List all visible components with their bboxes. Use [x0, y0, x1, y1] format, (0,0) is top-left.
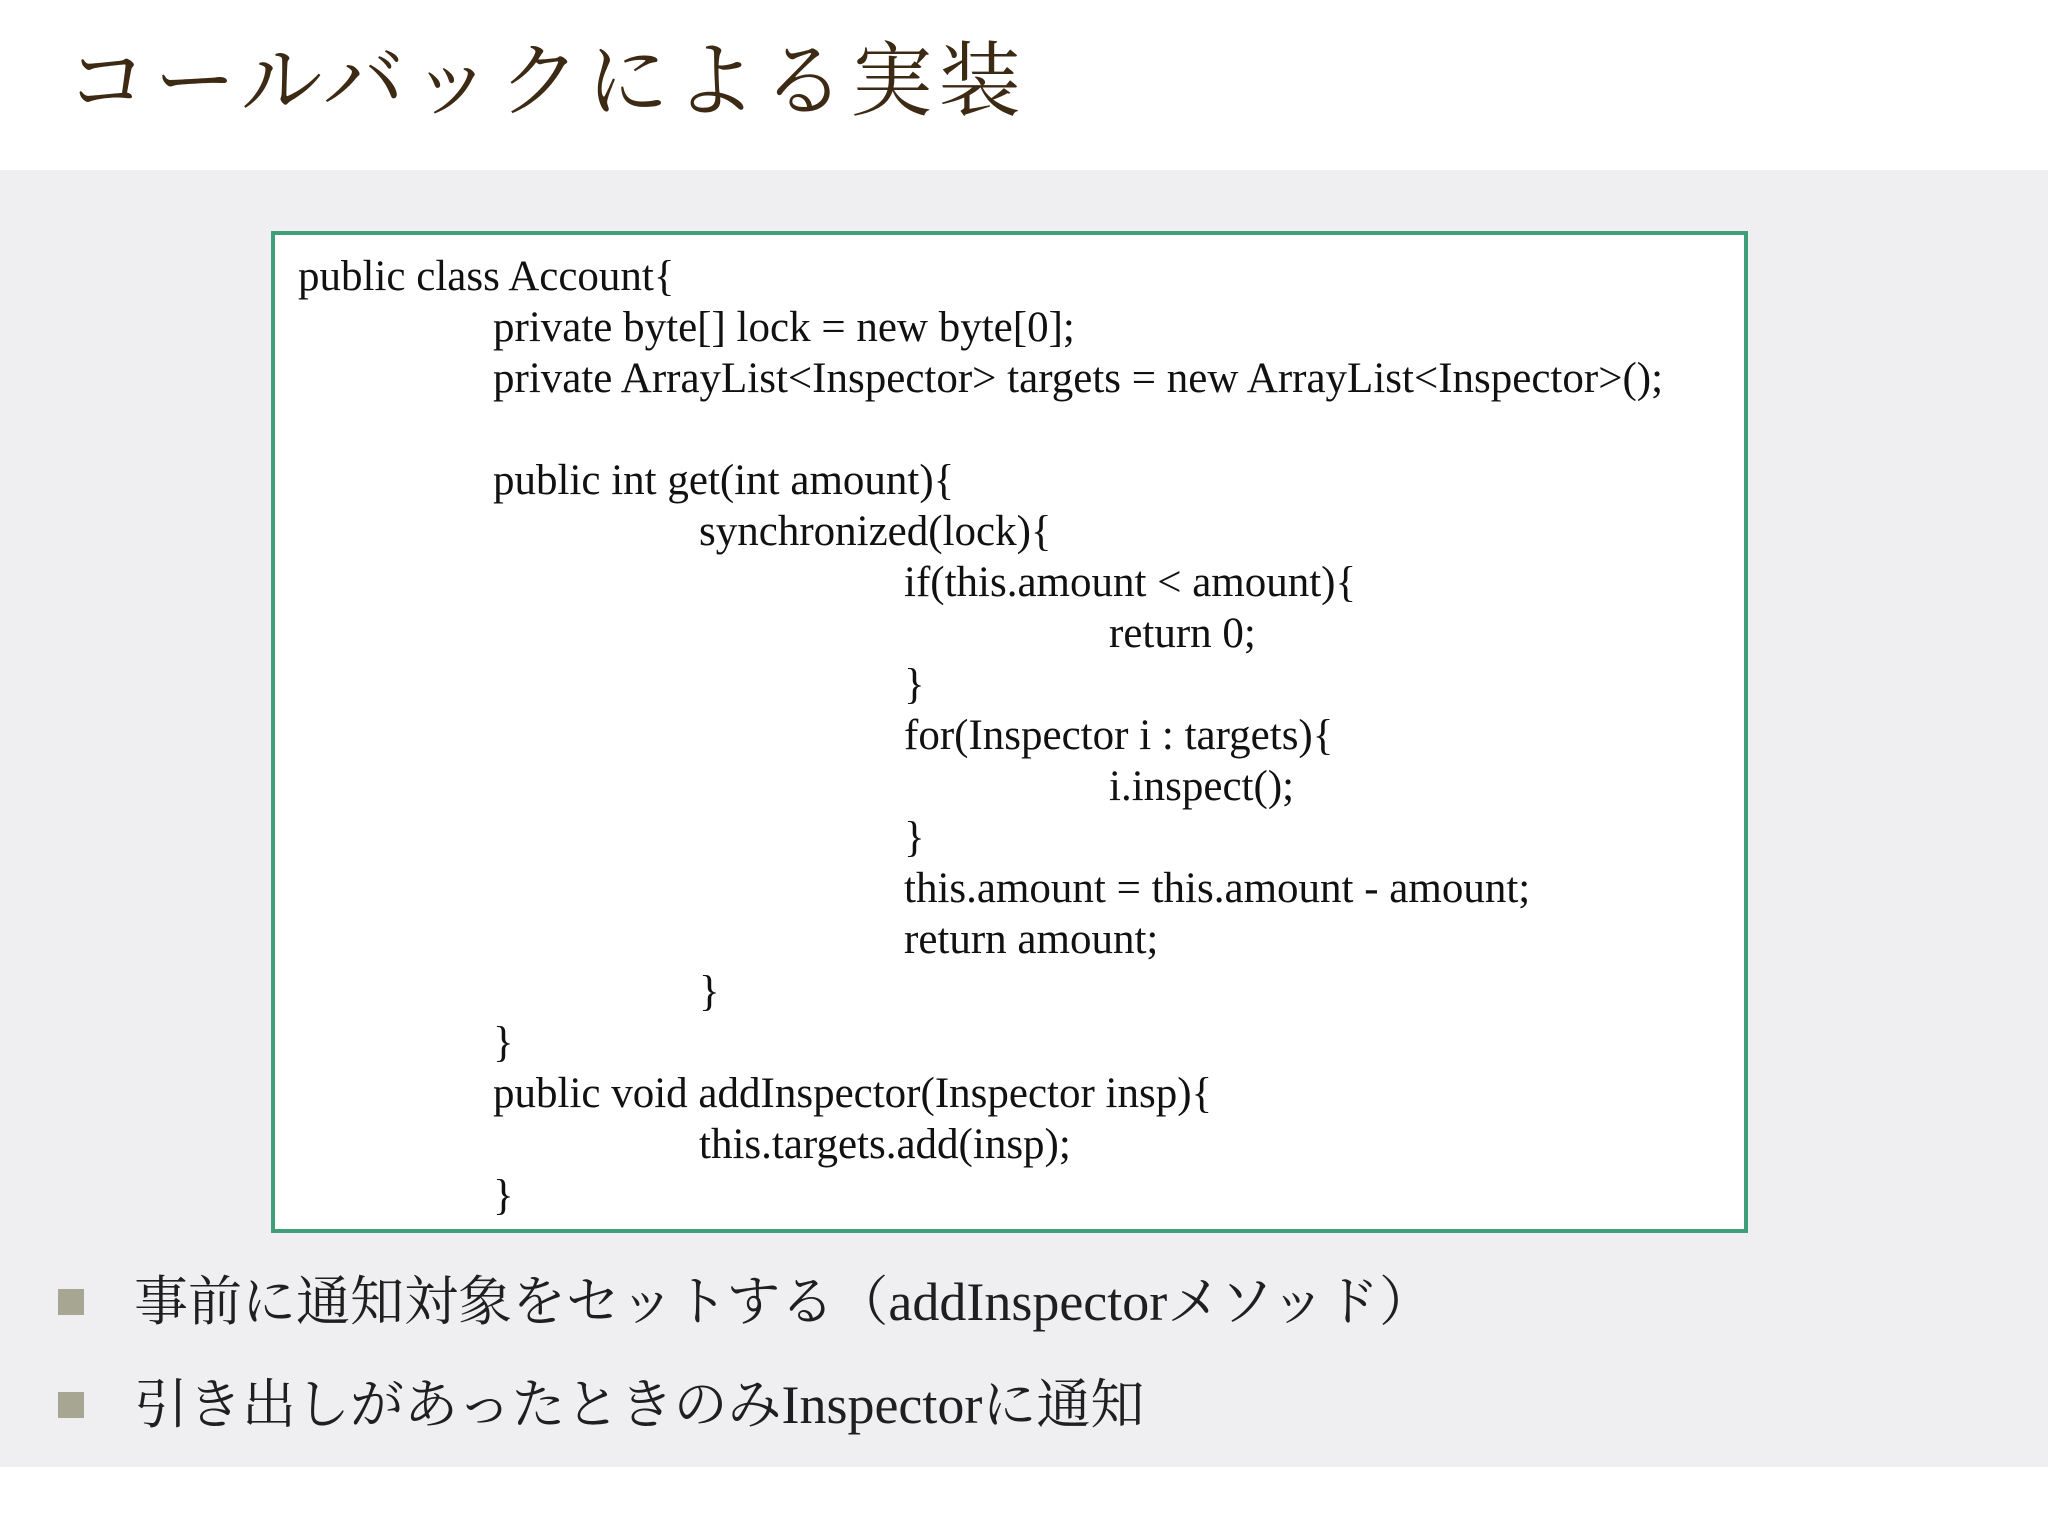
code-line: }	[493, 1019, 514, 1066]
code-line: }	[904, 661, 925, 708]
square-bullet-icon	[58, 1289, 84, 1315]
code-block	[271, 231, 1748, 1233]
code-line: }	[699, 968, 720, 1015]
code-line: return 0;	[1109, 610, 1256, 657]
code-line: public void addInspector(Inspector insp){	[493, 1070, 1213, 1117]
code-line: this.targets.add(insp);	[699, 1121, 1071, 1168]
bullet-item	[58, 1365, 1144, 1445]
title-bar	[0, 0, 2048, 170]
code-line: this.amount = this.amount - amount;	[904, 865, 1531, 912]
code-line: private ArrayList<Inspector> targets = new ArrayList<Inspector>();	[493, 355, 1664, 402]
code-line: i.inspect();	[1109, 763, 1295, 810]
bullet-text: 事前に通知対象をセットする（addInspectorメソッド）	[134, 1272, 1433, 1332]
code-line: }	[493, 1172, 514, 1219]
code-line: public int get(int amount){	[493, 457, 955, 504]
code-line: }	[904, 814, 925, 861]
bullet-item	[58, 1262, 1433, 1342]
code-line: for(Inspector i : targets){	[904, 712, 1334, 759]
code-line: public class Account{	[298, 253, 675, 300]
code-line: return amount;	[904, 916, 1159, 963]
slide-title: コールバックによる実装	[66, 34, 1027, 129]
code-line: private byte[] lock = new byte[0];	[493, 304, 1075, 351]
code-line: if(this.amount < amount){	[904, 559, 1357, 606]
code-line: synchronized(lock){	[699, 508, 1052, 555]
bullet-text: 引き出しがあったときのみInspectorに通知	[134, 1375, 1145, 1435]
square-bullet-icon	[58, 1392, 84, 1418]
